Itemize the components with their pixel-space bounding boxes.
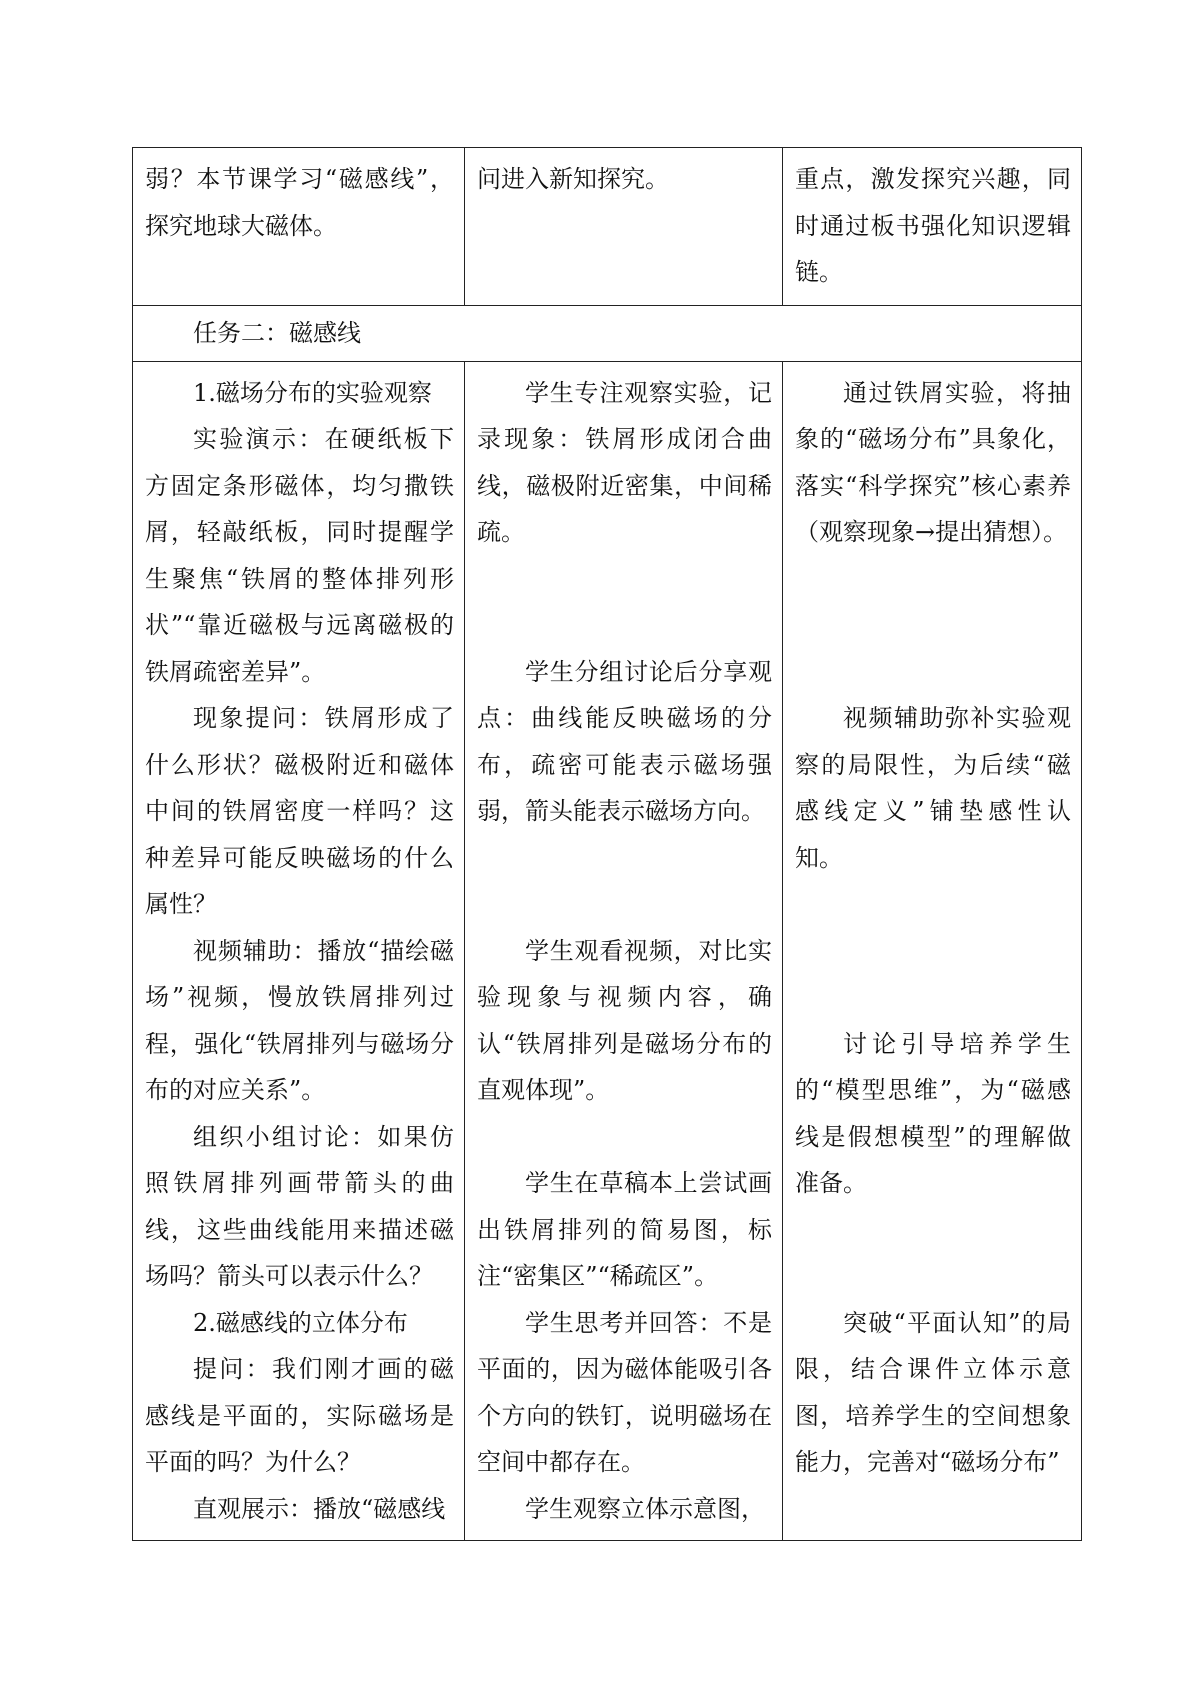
cell-paragraph: 实验演示：在硬纸板下方固定条形磁体，均匀撒铁屑，轻敲纸板，同时提醒学生聚焦“铁屑的整体排列形状”“靠近磁极与远离磁极的铁屑疏密差异”。 <box>145 425 454 686</box>
cell-paragraph: 现象提问：铁屑形成了什么形状？磁极附近和磁体中间的铁屑密度一样吗？这种差异可能反映磁场的什么属性？ <box>145 704 454 918</box>
cell-paragraph: 讨论引导培养学生的“模型思维”，为“磁感线是假想模型”的理解做准备。 <box>795 1029 1071 1197</box>
section-title: 任务二：磁感线 <box>193 319 361 347</box>
table-cell-design-intent <box>783 361 1082 1541</box>
cell-text: 问进入新知探究。 <box>477 165 669 193</box>
cell-paragraph: 学生观看视频，对比实验现象与视频内容，确认“铁屑排列是磁场分布的直观体现”。 <box>477 936 772 1104</box>
cell-text: 弱？本节课学习“磁感线”，探究地球大磁体。 <box>145 165 454 240</box>
cell-paragraph: 直观展示：播放“磁感线 <box>193 1494 446 1523</box>
table-cell-student-activity <box>465 148 783 306</box>
cell-paragraph: 视频辅助弥补实验观察的局限性，为后续“磁感线定义”铺垫感性认知。 <box>795 704 1071 872</box>
spacer <box>477 556 772 649</box>
table-cell-student-activity <box>465 361 783 1541</box>
spacer <box>795 556 1071 649</box>
cell-paragraph: 突破“平面认知”的局限，结合课件立体示意图，培养学生的空间想象能力，完善对“磁场分布” <box>795 1308 1071 1476</box>
cell-paragraph: 提问：我们刚才画的磁感线是平面的，实际磁场是平面的吗？为什么？ <box>145 1355 454 1476</box>
cell-paragraph: 学生观察立体示意图， <box>525 1494 765 1523</box>
table-cell-teacher-activity <box>133 148 465 306</box>
spacer <box>795 974 1071 1021</box>
cell-paragraph: 学生在草稿本上尝试画出铁屑排列的简易图，标注“密集区”“稀疏区”。 <box>477 1169 772 1290</box>
cell-paragraph: 通过铁屑实验，将抽象的“磁场分布”具象化，落实“科学探究”核心素养（观察现象→提出猜想）。 <box>795 378 1071 546</box>
cell-paragraph: 学生分组讨论后分享观点：曲线能反映磁场的分布，疏密可能表示磁场强弱，箭头能表示磁场方向。 <box>477 657 772 825</box>
spacer <box>477 1114 772 1161</box>
cell-paragraph: 学生专注观察实验，记录现象：铁屑形成闭合曲线，磁极附近密集，中间稀疏。 <box>477 378 772 546</box>
section-title-cell <box>133 306 1082 362</box>
table-row <box>133 361 1082 1541</box>
cell-paragraph: 视频辅助：播放“描绘磁场”视频，慢放铁屑排列过程，强化“铁屑排列与磁场分布的对应关系”。 <box>145 936 454 1104</box>
lesson-plan-table <box>132 147 1082 1541</box>
table-row <box>133 148 1082 306</box>
spacer <box>477 835 772 928</box>
cell-text: 重点，激发探究兴趣，同时通过板书强化知识逻辑链。 <box>795 165 1071 286</box>
spacer <box>795 881 1071 974</box>
table-cell-teacher-activity <box>133 361 465 1541</box>
spacer <box>795 649 1071 696</box>
cell-paragraph: 1.磁场分布的实验观察 <box>193 378 432 407</box>
cell-paragraph: 组织小组讨论：如果仿照铁屑排列画带箭头的曲线，这些曲线能用来描述磁场吗？箭头可以表示什么？ <box>145 1122 454 1290</box>
cell-paragraph: 2.磁感线的立体分布 <box>193 1308 408 1337</box>
cell-paragraph: 学生思考并回答：不是平面的，因为磁体能吸引各个方向的铁钉，说明磁场在空间中都存在。 <box>477 1308 772 1476</box>
table-cell-design-intent <box>783 148 1082 306</box>
table-row-section <box>133 306 1082 362</box>
spacer <box>795 1207 1071 1300</box>
